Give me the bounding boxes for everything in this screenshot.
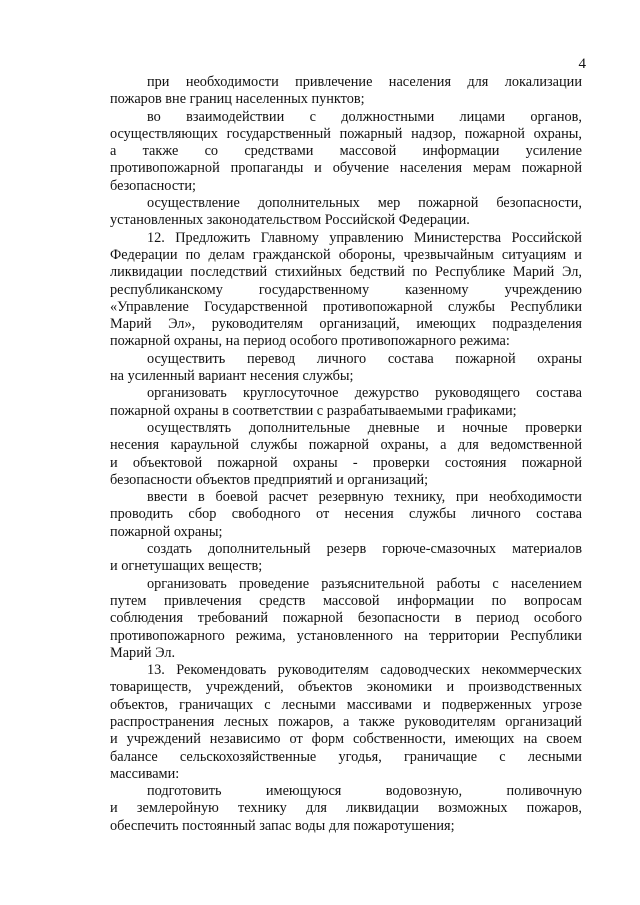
text-line <box>110 316 582 333</box>
text-line <box>110 143 582 160</box>
text-word: лесных <box>223 713 269 730</box>
text-word: товариществ, <box>110 679 192 696</box>
text-word: населением <box>510 575 582 592</box>
text-word: подверженных <box>441 696 532 713</box>
text-word: пожарной <box>521 160 582 177</box>
text-word: пожарной <box>455 350 516 367</box>
text-word: дежурство <box>354 385 419 402</box>
text-word: пожарной <box>308 437 370 454</box>
text-word: независимо <box>209 731 281 748</box>
text-word: с <box>264 696 271 713</box>
text-word: информации <box>422 143 500 160</box>
text-word: стихийных <box>274 264 342 281</box>
text-word: «Управление <box>110 298 189 315</box>
text-word: учреждений <box>126 731 201 748</box>
text-word: караульной <box>170 437 239 454</box>
text-word: водовозную, <box>385 783 463 800</box>
text-word: для <box>305 800 327 817</box>
text-word: Марий <box>512 264 555 281</box>
text-word: руководителям <box>404 713 496 730</box>
text-word: мер <box>377 195 401 212</box>
text-word: а <box>343 713 350 730</box>
text-word: состава <box>536 506 582 523</box>
text-word: при <box>455 489 479 506</box>
text-word: пожаров, <box>526 800 582 817</box>
text-word: режима, <box>235 627 286 644</box>
text-word: подразделения <box>492 316 582 333</box>
text-word: пожарной <box>282 610 344 627</box>
text-line <box>110 576 582 593</box>
text-word: сельскохозяйственные <box>179 748 317 765</box>
text-word: лицами <box>459 108 506 125</box>
text-line <box>110 731 582 748</box>
text-word: разъяснительной <box>321 575 425 592</box>
text-line <box>110 628 582 645</box>
text-word: объектовой <box>132 454 203 471</box>
text-word: при <box>147 74 170 90</box>
text-line: пожаров вне границ населенных пунктов; <box>110 91 365 108</box>
text-word: по <box>491 592 507 609</box>
text-word: охраны, <box>380 437 429 454</box>
text-word: дополнительный <box>207 541 311 558</box>
text-line <box>110 351 582 368</box>
text-word: вопросам <box>523 592 582 609</box>
text-word: по <box>412 264 428 281</box>
text-word: резервную <box>318 489 384 506</box>
text-word: создать <box>147 541 192 558</box>
text-word: Российской <box>511 229 582 246</box>
text-word: охраны <box>292 454 338 471</box>
text-word: проверки <box>525 419 582 436</box>
text-line: пожарной охраны в соответствии с разрабатываемыми графиками; <box>110 402 517 419</box>
text-word: мерам <box>472 160 511 177</box>
text-word: угрозе <box>542 696 582 713</box>
text-word: технику, <box>394 489 446 506</box>
text-word: период <box>476 610 520 627</box>
text-word: пожарной <box>418 195 479 212</box>
text-word: осуществить <box>147 350 226 367</box>
text-word: надзор, <box>411 125 456 142</box>
text-word: некоммерческих <box>481 662 582 679</box>
text-word: имеющуюся <box>265 783 342 800</box>
text-word: резерв <box>326 541 367 558</box>
text-word: средств <box>259 592 306 609</box>
text-word: управлению <box>329 229 404 246</box>
text-word: собственности, <box>352 731 446 748</box>
text-word: руководителям <box>211 316 303 333</box>
text-word: взаимодействии <box>186 108 285 125</box>
text-line <box>110 437 582 454</box>
text-word: особого <box>533 610 582 627</box>
text-line <box>110 264 582 281</box>
text-word: руководителям <box>277 662 369 679</box>
text-word: усиление <box>525 143 582 160</box>
text-word: состава <box>387 350 434 367</box>
text-word: пропаганды <box>230 160 304 177</box>
text-word: и <box>423 696 431 713</box>
text-word: с <box>499 748 506 765</box>
text-word: с <box>492 575 499 592</box>
text-word: сбор <box>188 506 217 523</box>
text-word: граничащих <box>179 696 254 713</box>
text-word: объектов, <box>110 696 169 713</box>
text-word: организаций <box>505 713 582 730</box>
text-line: на усиленный вариант несения службы; <box>110 368 354 385</box>
text-word: охраны <box>537 350 582 367</box>
text-word: в <box>454 610 462 627</box>
text-word: органов, <box>530 108 582 125</box>
text-word: установленного <box>296 627 393 644</box>
text-word: имеющих <box>416 316 476 333</box>
text-word: а <box>440 437 447 454</box>
text-word: безопасности <box>357 610 440 627</box>
text-word: балансе <box>110 748 158 765</box>
text-word: проверки <box>372 454 430 471</box>
text-word: информации <box>397 592 474 609</box>
text-line: пожарной охраны, на период особого противопожарного режима: <box>110 333 510 350</box>
text-word: гражданской <box>252 246 331 263</box>
text-word: личного <box>471 506 521 523</box>
text-word: осуществляющих <box>110 125 218 142</box>
text-word: Республике <box>435 264 506 281</box>
text-word: и <box>110 731 118 748</box>
text-line <box>110 126 582 143</box>
text-word: массовой <box>339 143 397 160</box>
text-word: боевой <box>215 489 258 506</box>
text-word: граничащие <box>403 748 478 765</box>
text-word: распространения <box>110 713 215 730</box>
text-line <box>110 247 582 264</box>
text-line: установленных законодательством Российской Федерации. <box>110 212 470 229</box>
text-word: Марий <box>110 316 152 333</box>
text-word: на <box>403 627 418 644</box>
text-word: организовать <box>147 575 227 592</box>
text-word: и <box>110 454 118 471</box>
text-line: и огнетушащих веществ; <box>110 558 263 575</box>
text-word: личного <box>316 350 367 367</box>
text-word: круглосуточное <box>243 385 339 402</box>
text-word: садоводческих <box>380 662 471 679</box>
text-line <box>110 455 582 472</box>
text-line <box>110 800 582 817</box>
text-word: Предложить <box>175 229 251 246</box>
text-word: обороны, <box>338 246 396 263</box>
text-word: подготовить <box>147 783 222 800</box>
text-word: пожаров, <box>278 713 334 730</box>
text-word: лесными <box>281 696 336 713</box>
text-word: несения <box>344 506 394 523</box>
text-word: противопожарной <box>110 160 220 177</box>
text-word: противопожарного <box>110 627 225 644</box>
text-word: пожарной <box>464 125 525 142</box>
text-word: организаций, <box>319 316 400 333</box>
text-word: Министерства <box>413 229 502 246</box>
text-line <box>110 662 582 679</box>
text-word: 12. <box>147 229 165 246</box>
text-word: службы <box>250 437 298 454</box>
text-word: руководящего <box>435 385 520 402</box>
text-line <box>110 195 582 212</box>
text-line <box>110 489 582 506</box>
text-line <box>110 697 582 714</box>
text-word: средствами <box>244 143 314 160</box>
text-word: и <box>446 679 455 696</box>
text-word: путем <box>110 592 147 609</box>
text-word: Республики <box>510 298 582 315</box>
text-word: материалов <box>512 541 582 558</box>
text-line <box>110 749 582 766</box>
text-word: делам <box>208 246 245 263</box>
text-word: населения <box>399 160 463 177</box>
text-word: ликвидации <box>346 800 419 817</box>
text-word: Федерации <box>110 246 178 263</box>
text-word: по <box>185 246 201 263</box>
text-line: пожарной охраны; <box>110 523 223 540</box>
text-word: от <box>316 506 330 523</box>
text-word: дополнительных <box>257 195 360 212</box>
page-number: 4 <box>578 56 586 72</box>
text-word: Республики <box>510 627 582 644</box>
text-line <box>110 282 582 299</box>
text-word: ночные <box>462 419 508 436</box>
text-line <box>110 783 582 800</box>
text-word: на <box>523 731 538 748</box>
text-word: состояния <box>444 454 507 471</box>
text-word: ситуациям <box>501 246 567 263</box>
text-word: а <box>110 143 117 160</box>
text-word: 13. <box>147 662 165 679</box>
text-word: обучение <box>332 160 389 177</box>
text-word: расчет <box>268 489 308 506</box>
text-word: бедствий <box>349 264 405 281</box>
text-word: осуществлять <box>147 419 232 436</box>
text-word: чрезвычайным <box>403 246 494 263</box>
text-line <box>110 109 582 126</box>
text-word: осуществление <box>147 195 240 212</box>
text-word: проводить <box>110 506 174 523</box>
text-word: службы <box>447 298 495 315</box>
text-word: и <box>437 419 445 436</box>
text-line <box>110 541 582 558</box>
text-word: дневные <box>367 419 420 436</box>
text-word: несения <box>110 437 160 454</box>
text-word: соблюдения <box>110 610 183 627</box>
text-line: массивами: <box>110 765 180 782</box>
text-line: Марий Эл. <box>110 644 176 661</box>
text-word: населения <box>388 74 452 90</box>
text-word: поливочную <box>506 783 582 800</box>
text-word: форм <box>311 731 345 748</box>
text-line <box>110 385 582 402</box>
text-word: государственный <box>226 125 331 142</box>
text-word: имеющих <box>454 731 515 748</box>
text-line <box>110 506 582 523</box>
text-word: государственному <box>258 281 370 298</box>
text-word: привлечение <box>295 74 373 90</box>
text-word: объектов <box>298 679 353 696</box>
text-word: производственных <box>468 679 582 696</box>
text-word: организовать <box>147 385 227 402</box>
text-word: массивами <box>346 696 412 713</box>
text-word: для <box>457 437 479 454</box>
text-word: экономики <box>366 679 433 696</box>
text-word: и <box>110 800 118 817</box>
text-word: угодья, <box>338 748 382 765</box>
text-line <box>110 420 582 437</box>
text-word: во <box>147 108 161 125</box>
text-line <box>110 593 582 610</box>
text-word: последствий <box>190 264 268 281</box>
text-word: проведение <box>239 575 310 592</box>
text-word: казенному <box>405 281 469 298</box>
text-word: массовой <box>322 592 380 609</box>
text-word: Эл», <box>168 316 196 333</box>
text-line <box>110 610 582 627</box>
text-word: Государственной <box>204 298 308 315</box>
text-word: учреждению <box>504 281 582 298</box>
text-line <box>110 160 582 177</box>
text-word: ведомственной <box>490 437 582 454</box>
text-word: возможных <box>438 800 508 817</box>
text-word: должностными <box>341 108 435 125</box>
text-word: пожарный <box>339 125 403 142</box>
text-word: в <box>198 489 205 506</box>
text-line: безопасности; <box>110 177 197 194</box>
text-word: технику <box>238 800 287 817</box>
text-word: необходимости <box>488 489 582 506</box>
text-word: охраны, <box>533 125 582 142</box>
text-word: пожарной <box>521 454 582 471</box>
text-line <box>110 299 582 316</box>
text-word: Рекомендовать <box>176 662 267 679</box>
text-word: территории <box>428 627 500 644</box>
text-word: необходимости <box>185 74 279 90</box>
text-word: локализации <box>504 74 582 90</box>
text-word: также <box>359 713 395 730</box>
text-line: безопасности объектов предприятий и организаций; <box>110 471 429 488</box>
text-word: для <box>467 74 489 90</box>
text-word: - <box>352 454 358 471</box>
text-word: и <box>574 246 582 263</box>
text-word: безопасности, <box>496 195 582 212</box>
text-word: со <box>204 143 219 160</box>
text-word: своем <box>546 731 582 748</box>
text-word: Главному <box>260 229 319 246</box>
text-word: противопожарной <box>322 298 433 315</box>
text-word: ликвидации <box>110 264 183 281</box>
text-word: горюче-смазочных <box>382 541 497 558</box>
text-word: республиканскому <box>110 281 223 298</box>
text-line <box>110 714 582 731</box>
text-word: землеройную <box>136 800 219 817</box>
text-word: состава <box>536 385 582 402</box>
text-word: Эл, <box>562 264 582 281</box>
text-word: требований <box>197 610 268 627</box>
text-word: свободного <box>231 506 301 523</box>
text-word: пожарной <box>217 454 278 471</box>
text-line: обеспечить постоянный запас воды для пожаротушения; <box>110 817 455 834</box>
text-line <box>110 230 582 247</box>
text-word: дополнительные <box>248 419 351 436</box>
text-word: учреждений, <box>205 679 284 696</box>
text-word: лесными <box>527 748 582 765</box>
text-word: службы <box>408 506 456 523</box>
text-word: и <box>314 160 322 177</box>
text-word: перевод <box>246 350 296 367</box>
text-word: привлечения <box>164 592 242 609</box>
text-word: также <box>142 143 179 160</box>
text-word: работы <box>436 575 481 592</box>
text-line <box>110 679 582 696</box>
text-line <box>110 74 582 91</box>
text-word: ввести <box>147 489 188 506</box>
text-word: от <box>289 731 303 748</box>
document-body <box>110 74 582 835</box>
text-word: с <box>309 108 316 125</box>
